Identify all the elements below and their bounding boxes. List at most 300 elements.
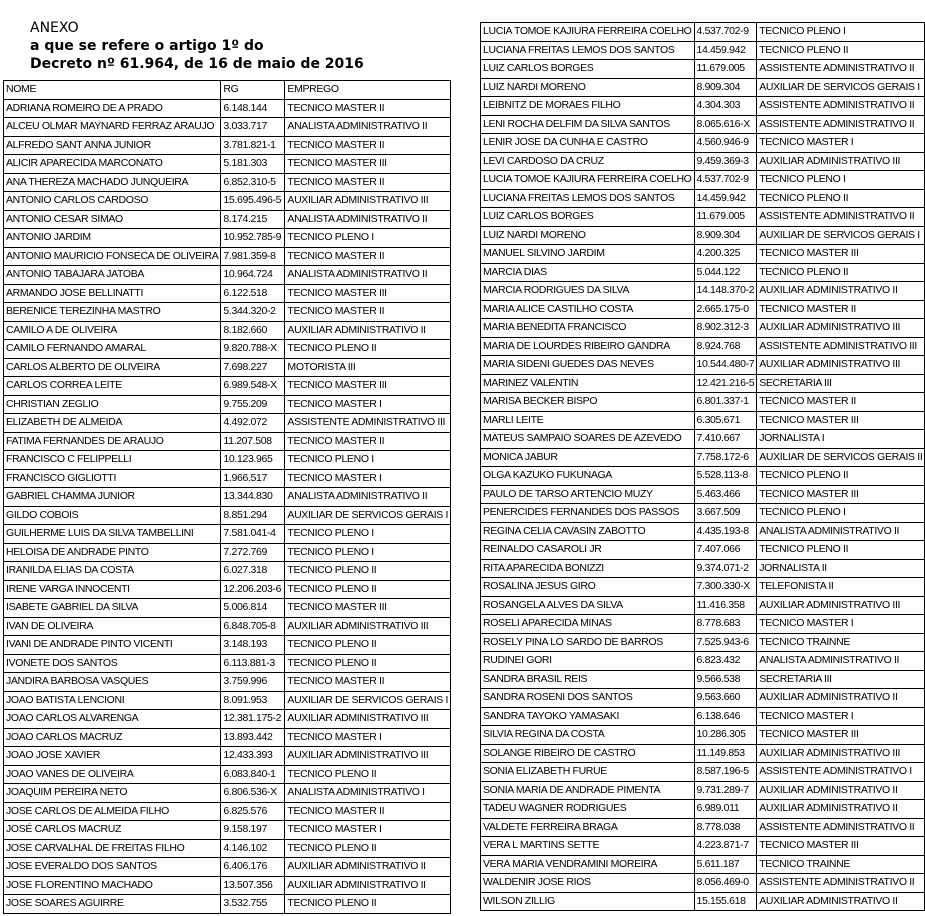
table-row — [481, 282, 925, 301]
cell-nome: LENI ROCHA DELFIM DA SILVA SANTOS — [481, 115, 695, 134]
table-row — [481, 670, 925, 689]
cell-emprego: ASSISTENTE ADMINISTRATIVO II — [757, 874, 925, 893]
table-row — [481, 171, 925, 190]
cell-nome: CAMILO A DE OLIVEIRA — [4, 321, 221, 340]
cell-rg: 4.492.072 — [221, 414, 285, 433]
cell-nome: MATEUS SAMPAIO SOARES DE AZEVEDO — [481, 430, 695, 449]
cell-emprego: JORNALISTA II — [757, 559, 925, 578]
cell-rg: 7.698.227 — [221, 358, 285, 377]
table-row — [481, 467, 925, 486]
employee-table-right — [480, 22, 925, 911]
cell-rg: 3.781.821-1 — [221, 136, 285, 155]
cell-emprego: TECNICO PLENO I — [285, 525, 451, 544]
cell-nome: LUIZ NARDI MORENO — [481, 226, 695, 245]
table-row — [481, 448, 925, 467]
table-row — [4, 395, 451, 414]
cell-emprego: TECNICO MASTER III — [757, 726, 925, 745]
cell-rg: 3.033.717 — [221, 118, 285, 137]
table-row — [481, 152, 925, 171]
cell-rg: 3.759.996 — [221, 673, 285, 692]
cell-nome: ANTONIO MAURICIO FONSECA DE OLIVEIRA — [4, 247, 221, 266]
cell-emprego: ANALISTA ADMINISTRATIVO II — [757, 652, 925, 671]
cell-emprego: TECNICO MASTER II — [285, 247, 451, 266]
table-row — [4, 599, 451, 618]
column-header-rg: RG — [221, 81, 285, 100]
cell-nome: JOAO CARLOS ALVARENGA — [4, 710, 221, 729]
cell-nome: ROSANGELA ALVES DA SILVA — [481, 596, 695, 615]
cell-emprego: ANALISTA ADMINISTRATIVO II — [285, 118, 451, 137]
cell-rg: 7.272.769 — [221, 543, 285, 562]
cell-nome: PENERCIDES FERNANDES DOS PASSOS — [481, 504, 695, 523]
cell-emprego: TECNICO MASTER I — [757, 615, 925, 634]
table-row — [481, 226, 925, 245]
cell-emprego: ASSISTENTE ADMINISTRATIVO II — [757, 208, 925, 227]
cell-emprego: TECNICO MASTER II — [285, 173, 451, 192]
cell-emprego: MOTORISTA III — [285, 358, 451, 377]
cell-nome: ANTONIO CESAR SIMAO — [4, 210, 221, 229]
cell-nome: SANDRA ROSENI DOS SANTOS — [481, 689, 695, 708]
cell-rg: 14.148.370-2 — [694, 282, 757, 301]
table-row — [481, 633, 925, 652]
cell-emprego: AUXILIAR ADMINISTRATIVO III — [757, 152, 925, 171]
table-row — [4, 784, 451, 803]
cell-rg: 9.563.660 — [694, 689, 757, 708]
table-row — [4, 118, 451, 137]
cell-emprego: TECNICO MASTER II — [285, 136, 451, 155]
table-row — [4, 377, 451, 396]
cell-emprego: TECNICO MASTER I — [285, 728, 451, 747]
cell-nome: ROSELI APARECIDA MINAS — [481, 615, 695, 634]
cell-nome: JOAQUIM PEREIRA NETO — [4, 784, 221, 803]
table-row — [481, 134, 925, 153]
cell-rg: 7.758.172-6 — [694, 448, 757, 467]
cell-nome: LEVI CARDOSO DA CRUZ — [481, 152, 695, 171]
table-row — [481, 430, 925, 449]
cell-rg: 12.381.175-2 — [221, 710, 285, 729]
cell-emprego: TECNICO MASTER III — [757, 411, 925, 430]
cell-nome: JOSE FLORENTINO MACHADO — [4, 876, 221, 895]
cell-nome: MARLI LEITE — [481, 411, 695, 430]
cell-rg: 8.909.304 — [694, 78, 757, 97]
table-row — [481, 208, 925, 227]
cell-emprego: TECNICO PLENO II — [757, 263, 925, 282]
cell-emprego: TECNICO PLENO I — [757, 23, 925, 42]
cell-emprego: ANALISTA ADMINISTRATIVO II — [285, 488, 451, 507]
cell-emprego: AUXILIAR ADMINISTRATIVO III — [285, 192, 451, 211]
cell-rg: 14.459.942 — [694, 41, 757, 60]
cell-rg: 5.344.320-2 — [221, 303, 285, 322]
cell-emprego: TECNICO MASTER I — [285, 821, 451, 840]
table-row — [4, 747, 451, 766]
table-row — [481, 60, 925, 79]
cell-nome: ANA THEREZA MACHADO JUNQUEIRA — [4, 173, 221, 192]
cell-nome: ADRIANA ROMEIRO DE A PRADO — [4, 99, 221, 118]
cell-emprego: TECNICO MASTER II — [285, 673, 451, 692]
cell-rg: 7.581.041-4 — [221, 525, 285, 544]
cell-rg: 7.525.943-6 — [694, 633, 757, 652]
cell-emprego: TECNICO PLENO II — [757, 189, 925, 208]
cell-nome: MARCIA RODRIGUES DA SILVA — [481, 282, 695, 301]
table-row — [481, 874, 925, 893]
cell-rg: 12.206.203-6 — [221, 580, 285, 599]
cell-rg: 7.981.359-8 — [221, 247, 285, 266]
cell-nome: MARISA BECKER BISPO — [481, 393, 695, 412]
cell-nome: FATIMA FERNANDES DE ARAUJO — [4, 432, 221, 451]
cell-rg: 6.083.840-1 — [221, 765, 285, 784]
cell-nome: ALICIR APARECIDA MARCONATO — [4, 155, 221, 174]
cell-rg: 4.560.946-9 — [694, 134, 757, 153]
cell-emprego: AUXILIAR ADMINISTRATIVO III — [757, 596, 925, 615]
cell-nome: RUDINEI GORI — [481, 652, 695, 671]
cell-rg: 7.410.667 — [694, 430, 757, 449]
table-row — [4, 99, 451, 118]
cell-nome: REINALDO CASAROLI JR — [481, 541, 695, 560]
cell-emprego: TECNICO PLENO II — [285, 895, 451, 914]
cell-emprego: ASSISTENTE ADMINISTRATIVO II — [757, 97, 925, 116]
cell-rg: 8.902.312-3 — [694, 319, 757, 338]
cell-nome: VERA MARIA VENDRAMINI MOREIRA — [481, 855, 695, 874]
cell-emprego: TECNICO PLENO I — [285, 229, 451, 248]
cell-emprego: AUXILIAR ADMINISTRATIVO III — [757, 319, 925, 338]
table-row — [481, 300, 925, 319]
cell-emprego: TECNICO PLENO II — [757, 467, 925, 486]
cell-rg: 4.304.303 — [694, 97, 757, 116]
cell-nome: GUILHERME LUIS DA SILVA TAMBELLINI — [4, 525, 221, 544]
cell-rg: 12.421.216-5 — [694, 374, 757, 393]
table-row — [4, 155, 451, 174]
cell-nome: MARIA SIDENI GUEDES DAS NEVES — [481, 356, 695, 375]
cell-rg: 6.806.536-X — [221, 784, 285, 803]
cell-rg: 11.679.005 — [694, 208, 757, 227]
table-row — [4, 654, 451, 673]
cell-nome: IRENE VARGA INNOCENTI — [4, 580, 221, 599]
cell-nome: MARINEZ VALENTIN — [481, 374, 695, 393]
cell-emprego: TECNICO PLENO I — [757, 504, 925, 523]
cell-nome: WALDENIR JOSE RIOS — [481, 874, 695, 893]
cell-rg: 6.801.337-1 — [694, 393, 757, 412]
cell-rg: 7.407.066 — [694, 541, 757, 560]
table-row — [4, 839, 451, 858]
cell-emprego: ASSISTENTE ADMINISTRATIVO I — [757, 763, 925, 782]
cell-nome: ALFREDO SANT ANNA JUNIOR — [4, 136, 221, 155]
cell-nome: SONIA ELIZABETH FURUE — [481, 763, 695, 782]
cell-emprego: AUXILIAR ADMINISTRATIVO II — [757, 689, 925, 708]
table-row — [4, 543, 451, 562]
cell-nome: ROSALINA JESUS GIRO — [481, 578, 695, 597]
cell-rg: 8.587.196-5 — [694, 763, 757, 782]
table-header-row — [4, 81, 451, 100]
column-header-nome: NOME — [4, 81, 221, 100]
cell-emprego: AUXILIAR ADMINISTRATIVO II — [757, 892, 925, 911]
cell-nome: LUCIA TOMOE KAJIURA FERREIRA COELHO — [481, 171, 695, 190]
table-row — [4, 321, 451, 340]
table-row — [481, 596, 925, 615]
table-row — [4, 469, 451, 488]
cell-emprego: AUXILIAR ADMINISTRATIVO II — [285, 876, 451, 895]
cell-rg: 8.065.616-X — [694, 115, 757, 134]
table-row — [4, 562, 451, 581]
cell-emprego: ASSISTENTE ADMINISTRATIVO II — [757, 818, 925, 837]
cell-nome: JOSE SOARES AGUIRRE — [4, 895, 221, 914]
cell-emprego: TECNICO MASTER III — [285, 377, 451, 396]
cell-rg: 7.300.330-X — [694, 578, 757, 597]
table-row — [481, 615, 925, 634]
cell-rg: 4.223.871-7 — [694, 837, 757, 856]
cell-nome: LUIZ NARDI MORENO — [481, 78, 695, 97]
cell-rg: 10.286.305 — [694, 726, 757, 745]
cell-nome: ANTONIO JARDIM — [4, 229, 221, 248]
cell-nome: MARIA ALICE CASTILHO COSTA — [481, 300, 695, 319]
cell-emprego: TECNICO MASTER III — [285, 155, 451, 174]
cell-emprego: ASSISTENTE ADMINISTRATIVO II — [757, 115, 925, 134]
cell-nome: JOAO JOSE XAVIER — [4, 747, 221, 766]
cell-emprego: TECNICO PLENO I — [757, 171, 925, 190]
cell-nome: GILDO COBOIS — [4, 506, 221, 525]
cell-emprego: TECNICO MASTER III — [757, 245, 925, 264]
decree-reference: Decreto nº 61.964, de 16 de maio de 2016 — [30, 56, 364, 72]
cell-nome: JOSE EVERALDO DOS SANTOS — [4, 858, 221, 877]
cell-rg: 3.148.193 — [221, 636, 285, 655]
cell-nome: ISABETE GABRIEL DA SILVA — [4, 599, 221, 618]
table-row — [4, 876, 451, 895]
table-row — [481, 800, 925, 819]
cell-emprego: SECRETARIA III — [757, 374, 925, 393]
cell-nome: CAMILO FERNANDO AMARAL — [4, 340, 221, 359]
cell-emprego: AUXILIAR ADMINISTRATIVO II — [285, 858, 451, 877]
table-row — [4, 247, 451, 266]
cell-emprego: TECNICO MASTER II — [285, 802, 451, 821]
cell-rg: 1.966.517 — [221, 469, 285, 488]
cell-nome: IVANI DE ANDRADE PINTO VICENTI — [4, 636, 221, 655]
cell-nome: OLGA KAZUKO FUKUNAGA — [481, 467, 695, 486]
cell-emprego: TECNICO PLENO II — [285, 765, 451, 784]
cell-emprego: AUXILIAR DE SERVICOS GERAIS I — [285, 506, 451, 525]
cell-rg: 6.148.144 — [221, 99, 285, 118]
table-row — [481, 504, 925, 523]
table-row — [481, 485, 925, 504]
cell-emprego: TECNICO MASTER III — [757, 837, 925, 856]
cell-nome: FRANCISCO C FELIPPELLI — [4, 451, 221, 470]
cell-emprego: ASSISTENTE ADMINISTRATIVO III — [757, 337, 925, 356]
table-row — [481, 319, 925, 338]
cell-rg: 8.182.660 — [221, 321, 285, 340]
table-row — [4, 432, 451, 451]
cell-rg: 4.200.325 — [694, 245, 757, 264]
cell-emprego: AUXILIAR ADMINISTRATIVO II — [285, 321, 451, 340]
cell-nome: ANTONIO TABAJARA JATOBA — [4, 266, 221, 285]
cell-nome: HELOISA DE ANDRADE PINTO — [4, 543, 221, 562]
cell-rg: 10.964.724 — [221, 266, 285, 285]
cell-rg: 5.463.466 — [694, 485, 757, 504]
cell-emprego: AUXILIAR ADMINISTRATIVO III — [757, 356, 925, 375]
table-row — [481, 818, 925, 837]
table-row — [4, 728, 451, 747]
cell-rg: 6.848.705-8 — [221, 617, 285, 636]
table-row — [481, 41, 925, 60]
cell-rg: 4.146.102 — [221, 839, 285, 858]
cell-emprego: AUXILIAR DE SERVICOS GERAIS I — [285, 691, 451, 710]
table-row — [481, 855, 925, 874]
cell-rg: 8.778.038 — [694, 818, 757, 837]
cell-emprego: TECNICO TRAINNE — [757, 855, 925, 874]
cell-nome: ROSELY PINA LO SARDO DE BARROS — [481, 633, 695, 652]
cell-rg: 15.695.496-5 — [221, 192, 285, 211]
annex-reference: a que se refere o artigo 1º do — [30, 38, 264, 54]
table-row — [481, 411, 925, 430]
cell-rg: 15.155.618 — [694, 892, 757, 911]
cell-nome: JANDIRA BARBOSA VASQUES — [4, 673, 221, 692]
cell-emprego: TELEFONISTA II — [757, 578, 925, 597]
cell-nome: PAULO DE TARSO ARTENCIO MUZY — [481, 485, 695, 504]
table-row — [481, 393, 925, 412]
cell-rg: 9.820.788-X — [221, 340, 285, 359]
cell-emprego: AUXILIAR ADMINISTRATIVO III — [757, 744, 925, 763]
cell-nome: MONICA JABUR — [481, 448, 695, 467]
table-row — [481, 78, 925, 97]
cell-rg: 10.123.965 — [221, 451, 285, 470]
cell-emprego: TECNICO PLENO II — [285, 839, 451, 858]
cell-nome: REGINA CELIA CAVASIN ZABOTTO — [481, 522, 695, 541]
cell-emprego: TECNICO MASTER I — [285, 395, 451, 414]
cell-rg: 10.544.480-7 — [694, 356, 757, 375]
cell-nome: MARIA BENEDITA FRANCISCO — [481, 319, 695, 338]
cell-nome: LUCIANA FREITAS LEMOS DOS SANTOS — [481, 189, 695, 208]
cell-emprego: TECNICO MASTER II — [285, 99, 451, 118]
cell-nome: LUCIANA FREITAS LEMOS DOS SANTOS — [481, 41, 695, 60]
cell-nome: MARCIA DIAS — [481, 263, 695, 282]
cell-emprego: TECNICO MASTER I — [757, 134, 925, 153]
employee-table-left — [3, 80, 451, 914]
cell-emprego: AUXILIAR ADMINISTRATIVO III — [285, 747, 451, 766]
cell-rg: 6.989.011 — [694, 800, 757, 819]
table-row — [4, 192, 451, 211]
cell-rg: 8.851.294 — [221, 506, 285, 525]
table-row — [481, 115, 925, 134]
cell-nome: ANTONIO CARLOS CARDOSO — [4, 192, 221, 211]
cell-rg: 6.138.646 — [694, 707, 757, 726]
column-header-emprego: EMPREGO — [285, 81, 451, 100]
cell-emprego: JORNALISTA I — [757, 430, 925, 449]
cell-nome: VALDETE FERREIRA BRAGA — [481, 818, 695, 837]
cell-rg: 14.459.942 — [694, 189, 757, 208]
cell-rg: 8.056.469-0 — [694, 874, 757, 893]
cell-rg: 9.158.197 — [221, 821, 285, 840]
cell-nome: SOLANGE RIBEIRO DE CASTRO — [481, 744, 695, 763]
table-row — [481, 541, 925, 560]
cell-nome: LUIZ CARLOS BORGES — [481, 60, 695, 79]
cell-nome: SANDRA TAYOKO YAMASAKI — [481, 707, 695, 726]
cell-emprego: TECNICO MASTER II — [285, 432, 451, 451]
cell-nome: IVONETE DOS SANTOS — [4, 654, 221, 673]
cell-rg: 5.528.113-8 — [694, 467, 757, 486]
cell-emprego: TECNICO PLENO II — [285, 580, 451, 599]
cell-rg: 4.435.193-8 — [694, 522, 757, 541]
cell-nome: JOSE CARLOS DE ALMEIDA FILHO — [4, 802, 221, 821]
table-row — [4, 895, 451, 914]
table-row — [481, 726, 925, 745]
cell-emprego: AUXILIAR DE SERVICOS GERAIS I — [757, 78, 925, 97]
table-row — [481, 781, 925, 800]
cell-nome: ALCEU OLMAR MAYNARD FERRAZ ARAUJO — [4, 118, 221, 137]
cell-emprego: AUXILIAR DE SERVICOS GERAIS II — [757, 448, 925, 467]
cell-rg: 8.924.768 — [694, 337, 757, 356]
table-row — [4, 266, 451, 285]
table-row — [4, 340, 451, 359]
cell-rg: 11.416.358 — [694, 596, 757, 615]
cell-nome: SANDRA BRASIL REIS — [481, 670, 695, 689]
cell-emprego: TECNICO MASTER I — [757, 707, 925, 726]
cell-nome: MANUEL SILVINO JARDIM — [481, 245, 695, 264]
table-row — [4, 414, 451, 433]
cell-rg: 9.459.369-3 — [694, 152, 757, 171]
cell-nome: TADEU WAGNER RODRIGUES — [481, 800, 695, 819]
cell-emprego: AUXILIAR ADMINISTRATIVO II — [757, 282, 925, 301]
cell-nome: GABRIEL CHAMMA JUNIOR — [4, 488, 221, 507]
cell-emprego: AUXILIAR ADMINISTRATIVO II — [757, 800, 925, 819]
cell-emprego: AUXILIAR ADMINISTRATIVO III — [285, 710, 451, 729]
cell-rg: 13.507.356 — [221, 876, 285, 895]
cell-emprego: ANALISTA ADMINISTRATIVO II — [285, 210, 451, 229]
cell-rg: 8.174.215 — [221, 210, 285, 229]
cell-nome: JOAO BATISTA LENCIONI — [4, 691, 221, 710]
table-row — [4, 617, 451, 636]
cell-rg: 4.537.702-9 — [694, 23, 757, 42]
table-row — [4, 229, 451, 248]
cell-nome: WILSON ZILLIG — [481, 892, 695, 911]
cell-emprego: ANALISTA ADMINISTRATIVO II — [285, 266, 451, 285]
table-row — [481, 689, 925, 708]
table-row — [4, 488, 451, 507]
cell-rg: 4.537.702-9 — [694, 171, 757, 190]
cell-emprego: ASSISTENTE ADMINISTRATIVO II — [757, 60, 925, 79]
table-row — [481, 522, 925, 541]
cell-rg: 10.952.785-9 — [221, 229, 285, 248]
cell-nome: CARLOS ALBERTO DE OLIVEIRA — [4, 358, 221, 377]
cell-rg: 6.406.176 — [221, 858, 285, 877]
cell-emprego: TECNICO PLENO II — [285, 562, 451, 581]
table-row — [4, 173, 451, 192]
cell-rg: 8.091.953 — [221, 691, 285, 710]
cell-rg: 11.679.005 — [694, 60, 757, 79]
cell-nome: RITA APARECIDA BONIZZI — [481, 559, 695, 578]
cell-nome: ELIZABETH DE ALMEIDA — [4, 414, 221, 433]
cell-rg: 9.755.209 — [221, 395, 285, 414]
table-row — [481, 559, 925, 578]
cell-rg: 12.433.393 — [221, 747, 285, 766]
cell-emprego: TECNICO PLENO I — [285, 451, 451, 470]
cell-rg: 5.611.187 — [694, 855, 757, 874]
cell-rg: 5.044.122 — [694, 263, 757, 282]
table-row — [4, 580, 451, 599]
cell-nome: CARLOS CORREA LEITE — [4, 377, 221, 396]
cell-rg: 3.667.509 — [694, 504, 757, 523]
table-row — [481, 263, 925, 282]
cell-rg: 6.852.310-5 — [221, 173, 285, 192]
cell-nome: CHRISTIAN ZEGLIO — [4, 395, 221, 414]
table-row — [481, 744, 925, 763]
cell-emprego: TECNICO MASTER I — [285, 469, 451, 488]
cell-emprego: AUXILIAR ADMINISTRATIVO II — [757, 781, 925, 800]
cell-nome: FRANCISCO GIGLIOTTI — [4, 469, 221, 488]
table-row — [481, 23, 925, 42]
table-row — [4, 765, 451, 784]
table-row — [4, 303, 451, 322]
cell-emprego: TECNICO PLENO I — [285, 543, 451, 562]
table-row — [4, 525, 451, 544]
cell-rg: 13.344.830 — [221, 488, 285, 507]
table-row — [481, 652, 925, 671]
table-row — [481, 578, 925, 597]
